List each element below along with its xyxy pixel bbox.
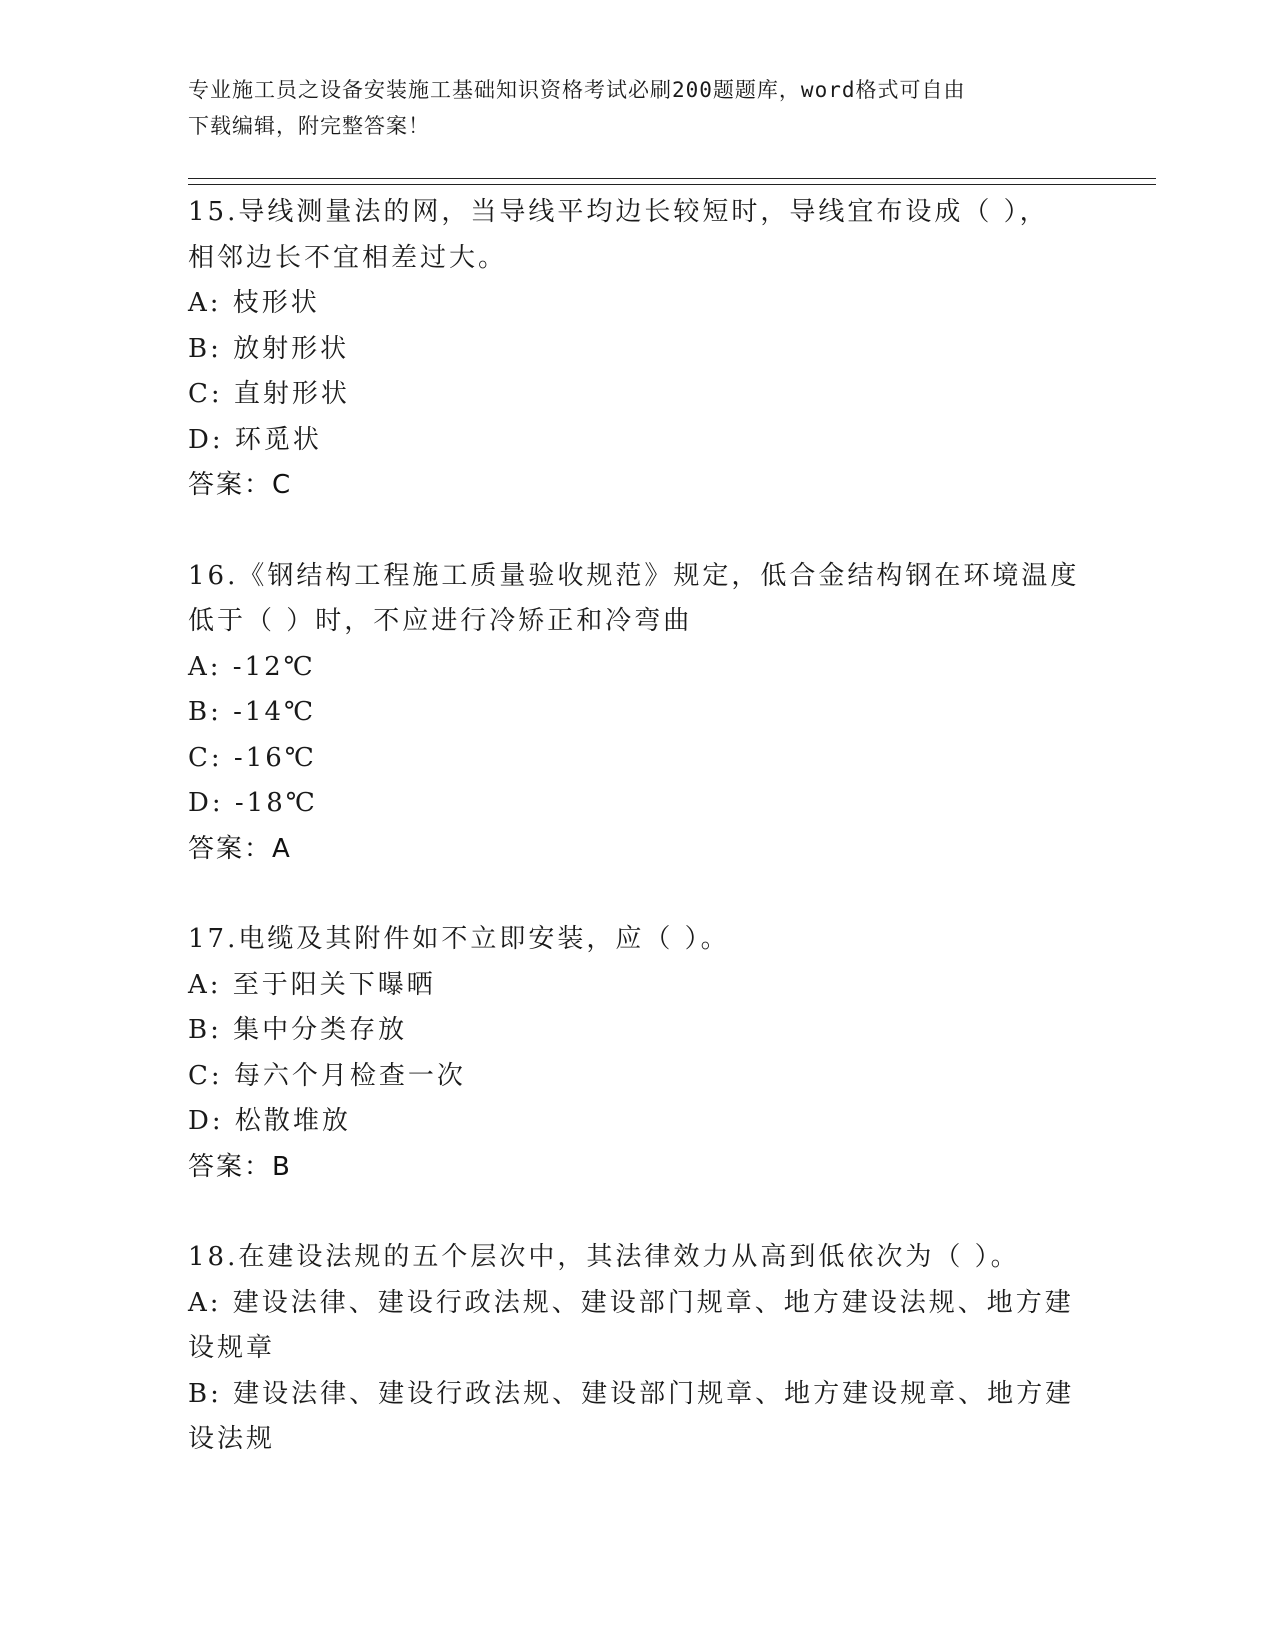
option-a: A: 至于阳关下曝晒 [188, 969, 436, 1000]
header-line-1: 专业施工员之设备安装施工基础知识资格考试必刷200题题库，word格式可自由 [188, 78, 966, 102]
option-d: D: -18℃ [188, 788, 318, 818]
answer-line: 答案：B [188, 1151, 292, 1182]
option-b: B: 建设法律、建设行政法规、建设部门规章、地方建设规章、地方建 [188, 1378, 1075, 1409]
answer-line: 答案：A [188, 833, 292, 864]
option-d: D: 环觅状 [188, 424, 322, 455]
header-divider-bottom [188, 184, 1156, 185]
option-a-continued: 设规章 [188, 1333, 276, 1363]
question-stem: 16.《钢结构工程施工质量验收规范》规定，低合金结构钢在环境温度 [188, 560, 1080, 591]
answer-line: 答案：C [188, 470, 293, 500]
document-header [188, 72, 1088, 144]
header-divider-top [188, 178, 1156, 179]
question-stem-continued: 低于（ ）时，不应进行冷矫正和冷弯曲 [188, 606, 693, 636]
question-stem: 18.在建设法规的五个层次中，其法律效力从高到低依次为（ ）。 [188, 1242, 1020, 1272]
option-a: A: -12℃ [188, 651, 316, 682]
question-17 [188, 917, 1088, 1190]
question-stem: 17.电缆及其附件如不立即安装，应（ ）。 [188, 924, 730, 954]
question-list [188, 190, 1088, 1508]
question-stem: 15.导线测量法的网，当导线平均边长较短时，导线宜布设成（ ）， [188, 197, 1049, 227]
option-a: A: 建设法律、建设行政法规、建设部门规章、地方建设法规、地方建 [188, 1287, 1074, 1318]
question-16 [188, 554, 1088, 873]
question-stem-continued: 相邻边长不宜相差过大。 [188, 242, 508, 273]
question-18 [188, 1235, 1088, 1463]
option-c: C: -16℃ [188, 742, 317, 773]
question-15 [188, 190, 1088, 509]
option-a: A: 枝形状 [188, 288, 320, 318]
option-b: B: -14℃ [188, 697, 317, 727]
option-b: B: 放射形状 [188, 333, 350, 364]
option-c: C: 直射形状 [188, 379, 350, 409]
option-b-continued: 设法规 [188, 1424, 276, 1454]
option-b: B: 集中分类存放 [188, 1015, 408, 1045]
option-c: C: 每六个月检查一次 [188, 1060, 466, 1091]
option-d: D: 松散堆放 [188, 1106, 351, 1136]
header-line-2: 下载编辑，附完整答案！ [188, 114, 430, 138]
